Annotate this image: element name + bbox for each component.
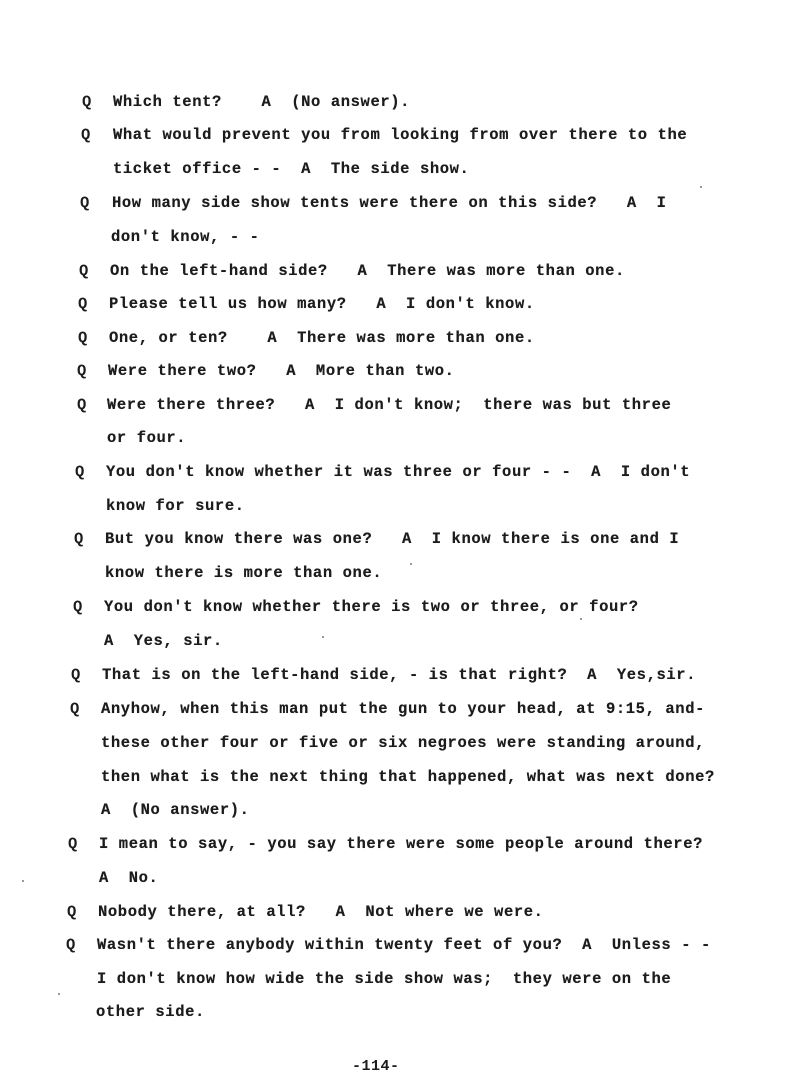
scan-speck xyxy=(322,636,324,638)
transcript-line-continuation: know for sure. xyxy=(106,497,245,515)
scan-speck xyxy=(22,880,24,882)
question-marker: Q xyxy=(73,598,83,616)
transcript-line-continuation: don't know, - - xyxy=(111,228,260,246)
transcript-line: I mean to say, - you say there were some people around there? xyxy=(99,835,703,853)
question-marker: Q xyxy=(80,194,90,212)
question-marker: Q xyxy=(71,666,81,684)
transcript-line-continuation: or four. xyxy=(107,429,187,447)
transcript-line-continuation: A No. xyxy=(99,869,159,887)
question-marker: Q xyxy=(77,396,87,414)
question-marker: Q xyxy=(78,295,88,313)
scan-speck xyxy=(580,618,582,620)
transcript-line: Please tell us how many? A I don't know. xyxy=(109,295,535,313)
scan-speck xyxy=(700,186,702,188)
transcript-line-continuation: I don't know how wide the side show was; they were on the xyxy=(97,970,672,988)
question-marker: Q xyxy=(66,936,76,954)
transcript-line: That is on the left-hand side, - is that right? A Yes,sir. xyxy=(102,666,697,684)
question-marker: Q xyxy=(79,262,89,280)
transcript-line-continuation: know there is more than one. xyxy=(105,564,383,582)
transcript-line: What would prevent you from looking from over there to the xyxy=(113,126,688,144)
transcript-line: Were there two? A More than two. xyxy=(108,362,455,380)
question-marker: Q xyxy=(68,835,78,853)
question-marker: Q xyxy=(82,93,92,111)
transcript-line: You don't know whether it was three or four - - A I don't xyxy=(106,463,691,481)
question-marker: Q xyxy=(78,329,88,347)
transcript-line: On the left-hand side? A There was more than one. xyxy=(110,262,625,280)
question-marker: Q xyxy=(81,126,91,144)
scan-speck xyxy=(410,563,412,565)
transcript-line: One, or ten? A There was more than one. xyxy=(109,329,535,347)
transcript-line: How many side show tents were there on this side? A I xyxy=(112,194,667,212)
transcript-line: But you know there was one? A I know there is one and I xyxy=(105,530,680,548)
transcript-line-continuation: A Yes, sir. xyxy=(104,632,223,650)
page-number: -114- xyxy=(352,1058,400,1075)
transcript-line-continuation: these other four or five or six negroes were standing around, xyxy=(101,734,705,752)
transcript-line: Wasn't there anybody within twenty feet of you? A Unless - - xyxy=(97,936,711,954)
question-marker: Q xyxy=(67,903,77,921)
question-marker: Q xyxy=(74,530,84,548)
transcript-line: You don't know whether there is two or three, or four? xyxy=(104,598,639,616)
question-marker: Q xyxy=(70,700,80,718)
transcript-line: Were there three? A I don't know; there was but three xyxy=(107,396,672,414)
scan-speck xyxy=(58,993,60,995)
question-marker: Q xyxy=(77,362,87,380)
transcript-line-continuation: then what is the next thing that happened, what was next done? xyxy=(101,768,715,786)
transcript-line: Which tent? A (No answer). xyxy=(113,93,411,111)
transcript-line: Anyhow, when this man put the gun to your head, at 9:15, and- xyxy=(101,700,705,718)
question-marker: Q xyxy=(75,463,85,481)
transcript-line-continuation: A (No answer). xyxy=(101,801,250,819)
transcript-line-continuation: other side. xyxy=(96,1003,205,1021)
transcript-line-continuation: ticket office - - A The side show. xyxy=(113,160,470,178)
transcript-line: Nobody there, at all? A Not where we were. xyxy=(98,903,544,921)
